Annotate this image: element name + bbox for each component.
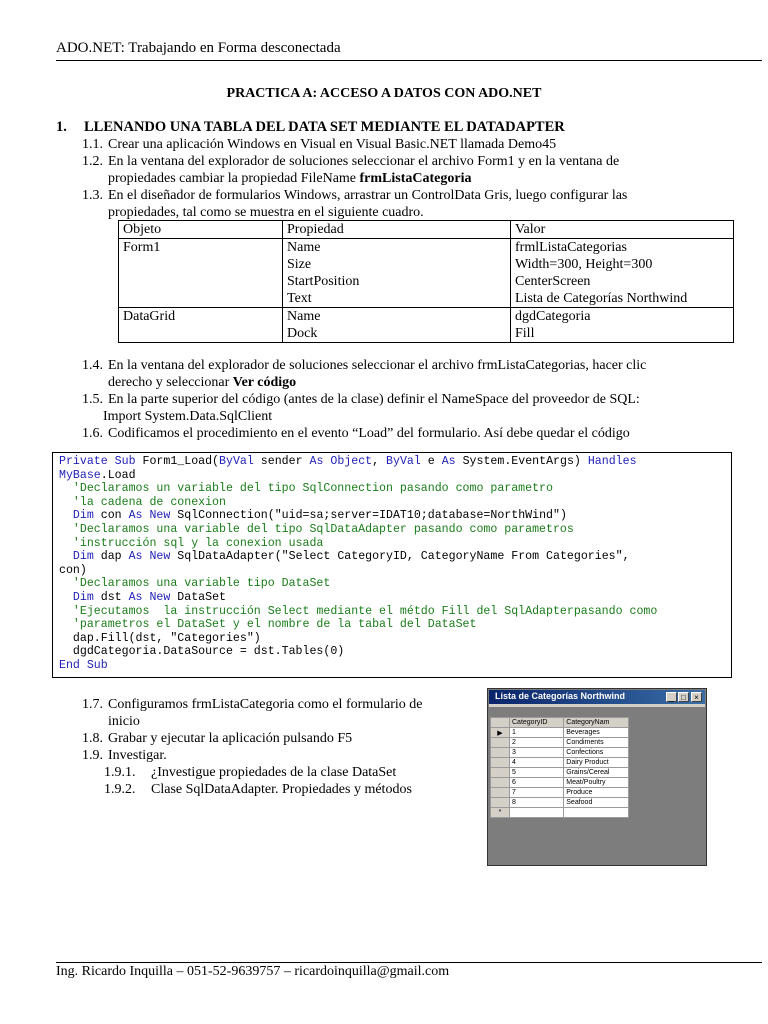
column-header[interactable]: CategoryID bbox=[510, 718, 564, 728]
table-row: Text Lista de Categorías Northwind bbox=[119, 290, 734, 308]
maximize-icon[interactable]: □ bbox=[678, 692, 689, 702]
item-1-7-cont: inicio bbox=[108, 714, 140, 729]
item-1-3: 1.3. En el diseñador de formularios Windows, arrastrar un ControlData Gris, luego configurar las bbox=[82, 188, 628, 203]
item-1-5-cont: Import System.Data.SqlClient bbox=[103, 409, 273, 424]
table-row: 6 Meat/Poultry bbox=[491, 778, 629, 788]
item-1-6: 1.6. Codificamos el procedimiento en el evento “Load” del formulario. Así debe quedar el código bbox=[82, 426, 630, 441]
item-1-4-cont: derecho y seleccionar Ver código bbox=[108, 375, 297, 390]
code-comment: 'la cadena de conexion bbox=[59, 495, 226, 509]
item-1-1: 1.1. Crear una aplicación Windows en Visual en Visual Basic.NET llamada Demo45 bbox=[82, 137, 557, 152]
table-row: Size Width=300, Height=300 bbox=[119, 256, 734, 273]
table-row: Dock Fill bbox=[119, 325, 734, 343]
table-row: 5 Grains/Cereal bbox=[491, 768, 629, 778]
code-comment: 'Ejecutamos la instrucción Select mediante el métdo Fill del SqlAdapterpasando como bbox=[59, 604, 658, 618]
code-comment: 'instrucción sql y la conexion usada bbox=[59, 536, 324, 550]
item-1-2-cont: propiedades cambiar la propiedad FileName frmListaCategoria bbox=[108, 171, 472, 186]
grid-header-row bbox=[491, 718, 629, 728]
data-grid[interactable] bbox=[490, 717, 629, 818]
new-row-icon[interactable]: * bbox=[491, 808, 510, 818]
table-row: ▶ 1 Beverages bbox=[491, 728, 629, 738]
item-1-2: 1.2. En la ventana del explorador de soluciones seleccionar el archivo Form1 y en la ventana de bbox=[82, 154, 620, 169]
column-header[interactable]: CategoryNam bbox=[564, 718, 629, 728]
section-number: 1. bbox=[56, 119, 67, 135]
item-1-9: 1.9. Investigar. bbox=[82, 748, 167, 763]
code-line: End Sub bbox=[59, 658, 108, 672]
current-row-icon[interactable]: ▶ bbox=[491, 728, 510, 738]
page-footer: Ing. Ricardo Inquilla – 051-52-9639757 – ricardoinquilla@gmail.com bbox=[56, 964, 450, 979]
window-title: Lista de Categorías Northwind bbox=[495, 691, 626, 701]
table-row: 4 Dairy Product bbox=[491, 758, 629, 768]
app-screenshot bbox=[487, 688, 707, 866]
table-row: StartPosition CenterScreen bbox=[119, 273, 734, 290]
item-1-9-1: 1.9.1. ¿Investigue propiedades de la clase DataSet bbox=[104, 765, 397, 780]
table-header-row: Objeto Propiedad Valor bbox=[119, 221, 734, 239]
item-1-8: 1.8. Grabar y ejecutar la aplicación pulsando F5 bbox=[82, 731, 353, 746]
code-line: dgdCategoria.DataSource = dst.Tables(0) bbox=[59, 645, 345, 659]
code-block bbox=[52, 452, 732, 678]
section-heading bbox=[56, 119, 565, 136]
close-icon[interactable]: × bbox=[691, 692, 702, 702]
window-titlebar bbox=[489, 690, 705, 704]
minimize-icon[interactable]: _ bbox=[666, 692, 677, 702]
item-1-7: 1.7. Configuramos frmListaCategoria como el formulario de bbox=[82, 697, 423, 712]
table-row: Form1 Name frmlListaCategorias bbox=[119, 239, 734, 257]
table-row: DataGrid Name dgdCategoria bbox=[119, 308, 734, 326]
table-row: 3 Confections bbox=[491, 748, 629, 758]
code-comment: 'Declaramos una variable del tipo SqlDataAdapter pasando como parametros bbox=[59, 522, 574, 536]
code-line: Dim dap As New SqlDataAdapter("Select CategoryID, CategoryName From Categories", bbox=[59, 550, 630, 564]
table-row: 2 Condiments bbox=[491, 738, 629, 748]
item-1-3-cont: propiedades, tal como se muestra en el siguiente cuadro. bbox=[108, 205, 424, 220]
table-row: 8 Seafood bbox=[491, 798, 629, 808]
code-comment: 'Declaramos una variable tipo DataSet bbox=[59, 577, 331, 591]
header-rule bbox=[56, 60, 762, 61]
section-text: LLENANDO UNA TABLA DEL DATA SET MEDIANTE EL DATADAPTER bbox=[84, 119, 565, 135]
window-border bbox=[489, 704, 705, 707]
page-header: ADO.NET: Trabajando en Forma desconectada bbox=[56, 40, 341, 56]
code-line: Dim dst As New DataSet bbox=[59, 590, 227, 604]
code-comment: 'parametros el DataSet y el nombre de la tabal del DataSet bbox=[59, 618, 477, 632]
item-1-4: 1.4. En la ventana del explorador de soluciones seleccionar el archivo frmListaCategorias, hacer clic bbox=[82, 358, 647, 373]
code-line: con) bbox=[59, 563, 87, 577]
code-line: Private Sub Form1_Load(ByVal sender As Object, ByVal e As System.EventArgs) Handles bbox=[59, 455, 637, 468]
code-line: Dim con As New SqlConnection("uid=sa;server=IDAT10;database=NorthWind") bbox=[59, 509, 567, 523]
item-1-5: 1.5. En la parte superior del código (antes de la clase) definir el NameSpace del proveedor de SQL: bbox=[82, 392, 640, 407]
new-row bbox=[491, 808, 629, 818]
properties-table bbox=[118, 220, 734, 343]
footer-rule bbox=[56, 962, 762, 963]
code-comment: 'Declaramos un variable del tipo SqlConnection pasando como parametro bbox=[59, 482, 553, 496]
code-line: MyBase.Load bbox=[59, 468, 136, 482]
code-line: dap.Fill(dst, "Categories") bbox=[59, 631, 261, 645]
item-1-9-2: 1.9.2. Clase SqlDataAdapter. Propiedades y métodos bbox=[104, 782, 412, 797]
table-row: 7 Produce bbox=[491, 788, 629, 798]
page-title: PRACTICA A: ACCESO A DATOS CON ADO.NET bbox=[226, 86, 542, 101]
